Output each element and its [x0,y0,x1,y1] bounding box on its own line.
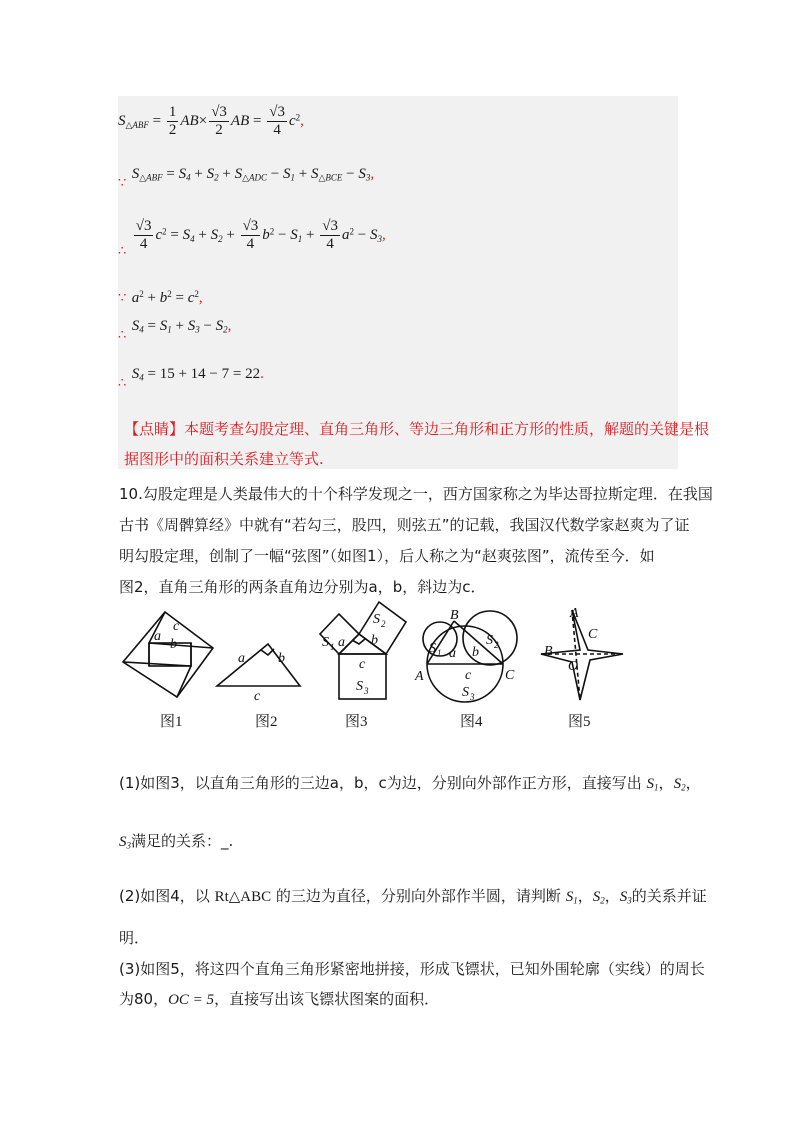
svg-text:S: S [373,612,380,627]
solution-box [118,96,710,469]
svg-text:S: S [429,641,436,656]
equation-s4: ∴ $S_4 = S_1 + S_3 - S_2$, [118,318,232,342]
question-3-line-2: 为80，OC = 5，直接写出该飞镖状图案的面积． [119,990,440,1008]
svg-text:B: B [544,644,553,659]
svg-text:b: b [371,633,378,648]
svg-text:S: S [486,633,493,648]
comment-line-2: 据图形中的面积关系建立等式. [124,450,324,468]
problem-line-1: 10.勾股定理是人类最伟大的十个科学发现之一，西方国家称之为毕达哥拉斯定理．在我国 [119,485,713,503]
svg-text:b: b [472,645,479,660]
figure-2-triangle [217,644,300,686]
figure-2-caption: 图2 [255,714,278,730]
figure-3-caption: 图3 [345,714,368,730]
svg-text:a: a [449,646,456,661]
svg-text:S: S [356,679,363,694]
svg-text:B: B [450,608,459,623]
figure-5-dart [541,610,623,700]
svg-text:b: b [278,651,285,666]
equation-area-abf: $S_{\triangle ABF}$ = $\frac{1}{2}$ AB× $\frac{√3}{2}$ AB = $\frac{√3}{4}$ $c^2$, [118,104,304,139]
svg-text:c: c [173,619,180,634]
question-3-line-1: (3)如图5，将这四个直角三角形紧密地拼接，形成飞镖状，已知外围轮廓（实线）的周长 [119,960,705,978]
svg-text:c: c [359,657,366,672]
svg-text:3: 3 [364,686,369,696]
svg-text:a: a [238,651,245,666]
svg-text:S: S [462,685,469,700]
equation-substituted: ∴ $\frac{√3}{4}$ $c^2 = S_4 + S_2$ + $\frac{√3}{4}$ $b^2 - S_1$ + $\frac{√3}{4}$ $a^2 - S_3$, [118,218,386,259]
problem-line-4: 图2，直角三角形的两条直角边分别为a，b，斜边为c． [119,578,486,596]
question-2-line-2: 明． [119,929,150,947]
figure-4-caption: 图4 [460,714,483,730]
svg-text:a: a [338,635,345,650]
svg-text:A: A [570,606,579,621]
question-1-line-1: (1)如图3，以直角三角形的三边a，b，c为边，分别向外部作正方形，直接写出 $S_1$，$S_2$， [119,774,701,793]
svg-text:S: S [322,635,329,650]
problem-line-3: 明勾股定理，创制了一幅“弦图”（如图1），后人称之为“赵爽弦图”，流传至今．如 [119,547,655,565]
problem-line-2: 古书《周髀算经》中就有“若勾三，股四，则弦五”的记载，我国汉代数学家赵爽为了证 [119,516,690,534]
figure-1-diagram [123,612,213,697]
svg-text:3: 3 [470,692,475,702]
figure-1-caption: 图1 [160,714,183,730]
svg-text:1: 1 [330,642,335,652]
comment-line-1: 【点睛】本题考查勾股定理、直角三角形、等边三角形和正方形的性质，解题的关键是根 [124,420,710,438]
figure-5-caption: 图5 [568,714,591,730]
svg-text:c: c [465,668,472,683]
svg-text:1: 1 [437,648,442,658]
figures-row [110,600,650,710]
svg-text:C: C [505,668,515,683]
svg-text:c: c [254,689,261,704]
svg-text:2: 2 [381,619,386,629]
question-1-line-2: $S_3$满足的关系：_. [119,832,234,851]
svg-text:C: C [588,627,598,642]
equation-s4-value: ∴ $S_4 = 15 + 14 - 7 = 22$. [118,366,264,390]
svg-text:O: O [568,659,579,674]
svg-text:2: 2 [494,640,499,650]
svg-text:a: a [154,629,161,644]
equation-area-sum: ∵ $S_{\triangle ABF} = S_4 + S_2 + S_{\triangle ADC} - S_1 + S_{\triangle BCE} - S_3$, [118,166,375,190]
svg-text:b: b [170,637,177,652]
svg-text:A: A [415,669,424,684]
equation-pythagoras: ∵ $a^2 + b^2 = c^2$, [118,289,203,306]
question-2-line-1: (2)如图4，以 Rt△ABC 的三边为直径，分别向外部作半圆，请判断 $S_1$，$S_2$，$S_3$的关系并证 [119,887,707,906]
